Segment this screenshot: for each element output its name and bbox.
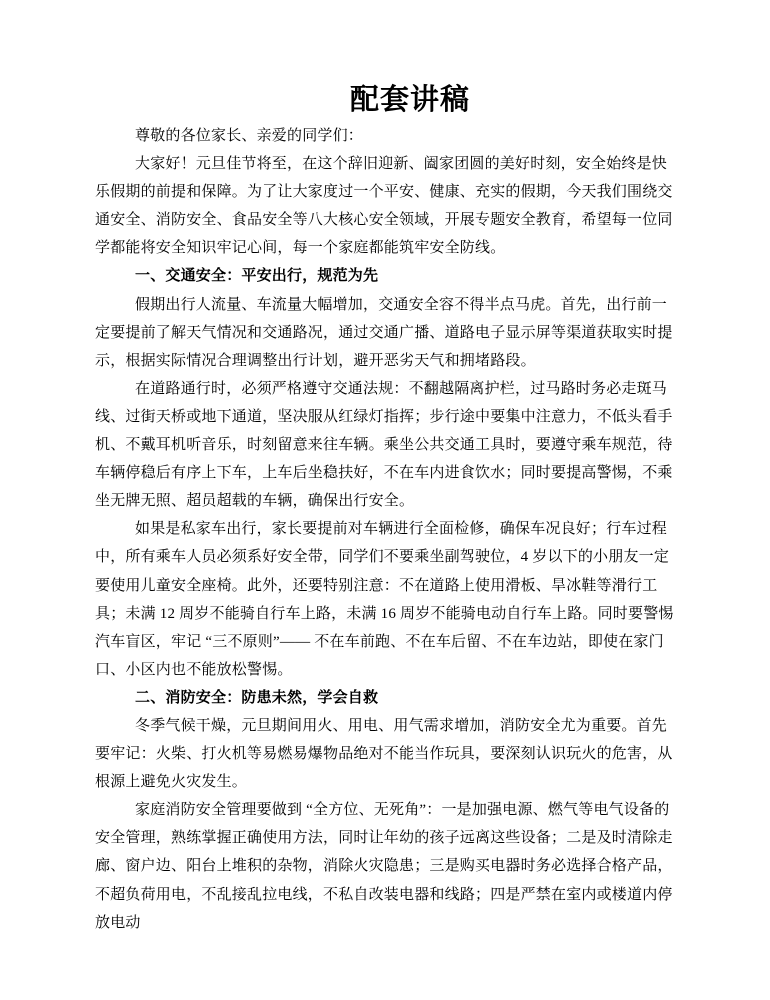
heading-traffic-safety: 一、交通安全：平安出行，规范为先	[135, 268, 379, 285]
document-title: 配套讲稿	[349, 84, 470, 116]
paragraph-home-fire-management: 家庭消防安全管理要做到 “全方位、无死角”：一是加强电源、燃气等电气设备的安全管理，熟练掌握正确使用方法，同时让年幼的孩子远离这些设备；二是及时清除走廊、窗户边、阳台上堆积的杂物，消除火灾隐患；三是购买电器时务必选择合格产品，不超负荷用电，不乱接乱拉电线，不私自改装电器和线路；四是严禁在室内或楼道内停放电动	[95, 802, 673, 931]
paragraph-fire-awareness: 冬季气候干燥，元旦期间用火、用电、用气需求增加，消防安全尤为重要。首先要牢记：火柴、打火机等易燃易爆物品绝对不能当作玩具，要深刻认识玩火的危害，从根源上避免火灾发生。	[95, 717, 673, 791]
paragraph-salutation: 尊敬的各位家长、亲爱的同学们：	[135, 128, 364, 144]
paragraph-road-rules: 在道路通行时，必须严格遵守交通法规：不翻越隔离护栏，过马路时务必走斑马线、过街天桥或地下通道，坚决服从红绿灯指挥；步行途中要集中注意力，不低头看手机、不戴耳机听音乐，时刻留意来往车辆。乘坐公共交通工具时，要遵守乘车规范，待车辆停稳后有序上下车，上车后坐稳扶好，不在车内进食饮水；同时要提高警惕，不乘坐无牌无照、超员超载的车辆，确保出行安全。	[95, 380, 673, 510]
paragraph-travel-planning: 假期出行人流量、车流量大幅增加，交通安全容不得半点马虎。首先，出行前一定要提前了解天气情况和交通路况，通过交通广播、道路电子显示屏等渠道获取实时提示，根据实际情况合理调整出行计划，避开恶劣天气和拥堵路段。	[95, 296, 673, 369]
paragraph-private-car: 如果是私家车出行，家长要提前对车辆进行全面检修，确保车况良好；行车过程中，所有乘车人员必须系好安全带，同学们不要乘坐副驾驶位，4 岁以下的小朋友一定要使用儿童安全座椅。此外，还要特别注意：不在道路上使用滑板、旱冰鞋等滑行工具；未满 12 周岁不能骑自行车上路，未满 16 周岁不能骑电动自行车上路。同时要警惕汽车盲区，牢记 “三不原则”—— 不在车前跑、不在车后留、不在车边站，即使在家门口、小区内也不能放松警惕。	[95, 521, 674, 678]
paragraph-introduction: 大家好！元旦佳节将至，在这个辞旧迎新、阖家团圆的美好时刻，安全始终是快乐假期的前提和保障。为了让大家度过一个平安、健康、充实的假期，今天我们围绕交通安全、消防安全、食品安全等八大核心安全领域，开展专题安全教育，希望每一位同学都能将安全知识牢记心间，每一个家庭都能筑牢安全防线。	[95, 156, 673, 257]
document-body	[95, 122, 675, 937]
heading-fire-safety: 二、消防安全：防患未然，学会自救	[135, 689, 379, 706]
